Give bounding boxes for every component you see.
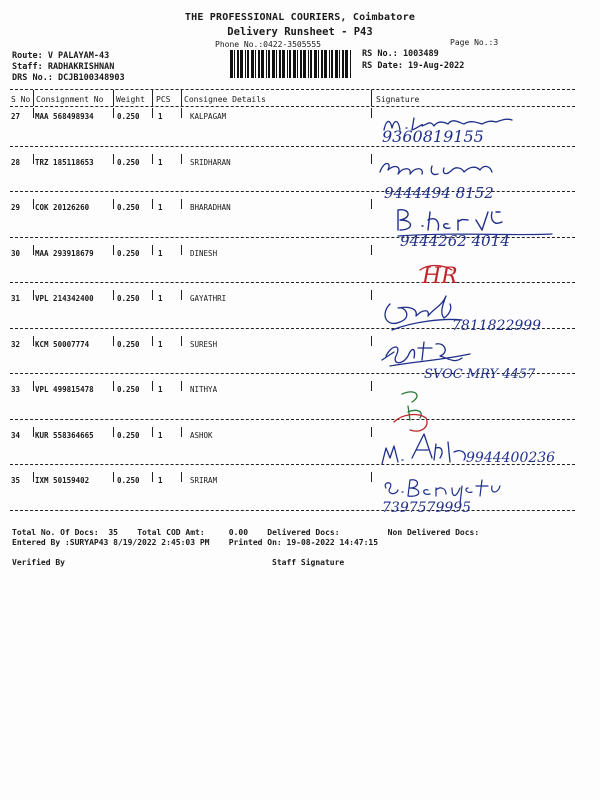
col-divider — [113, 90, 114, 106]
col-divider — [181, 245, 182, 255]
table-top-rule — [10, 89, 575, 90]
row-consignment: KUR 558364665 — [35, 430, 94, 440]
col-header-pcs: PCS — [156, 95, 171, 104]
row-weight: 0.250 — [117, 476, 140, 485]
signature-29-phone: 9444262 4014 — [400, 232, 510, 250]
barcode-bar — [350, 50, 351, 78]
barcode-bar — [335, 50, 338, 78]
barcode-bar — [342, 50, 344, 78]
col-divider — [113, 290, 114, 300]
barcode-bar — [251, 50, 254, 78]
barcode-bar — [276, 50, 277, 78]
col-divider — [152, 427, 153, 437]
row-consignee: NITHYA — [190, 385, 218, 394]
col-divider — [181, 108, 182, 118]
barcode-bar — [240, 50, 243, 78]
barcode-bar — [300, 50, 302, 78]
row-weight: 0.250 — [117, 430, 140, 440]
rs-date: RS Date: 19-Aug-2022 — [362, 61, 465, 71]
barcode-bar — [308, 50, 309, 78]
row-consignment: COK 20126260 — [35, 203, 90, 212]
col-divider — [113, 427, 114, 437]
row-consignee: DINESH — [190, 248, 218, 258]
col-divider — [152, 336, 153, 346]
barcode-bar — [293, 50, 296, 78]
barcode-bar — [279, 50, 281, 78]
col-divider — [181, 336, 182, 346]
footer-entered-by: Entered By :SURYAP43 8/19/2022 2:45:03 PM Printed On: 19-08-2022 14:47:15 — [12, 538, 379, 547]
row-consignee: BHARADHAN — [190, 203, 231, 212]
barcode-bar — [266, 50, 267, 78]
col-divider — [152, 199, 153, 209]
row-pcs: 1 — [158, 476, 163, 485]
signature-29 — [398, 210, 502, 230]
row-weight: 0.250 — [117, 294, 140, 303]
col-divider — [113, 154, 114, 164]
row-consignment: IXM 50159402 — [35, 476, 90, 485]
row-consignee: SURESH — [190, 339, 218, 349]
barcode-bar — [237, 50, 239, 78]
signature-27-phone: 9360819155 — [382, 127, 484, 146]
row-sno: 28 — [11, 157, 21, 167]
barcode-bar — [329, 50, 330, 78]
barcode-bar — [255, 50, 256, 78]
row-pcs: 1 — [158, 294, 163, 303]
col-divider — [152, 154, 153, 164]
row-pcs: 1 — [158, 248, 163, 258]
row-consignee: SRIRAM — [190, 476, 218, 485]
col-divider — [152, 245, 153, 255]
row-consignee: GAYATHRI — [190, 294, 227, 303]
row-weight: 0.250 — [117, 203, 140, 212]
col-divider — [33, 199, 34, 209]
row-pcs: 1 — [158, 112, 163, 121]
company-title: THE PROFESSIONAL COURIERS, Coimbatore — [184, 12, 416, 23]
barcode-bar — [282, 50, 285, 78]
signature-31 — [385, 296, 462, 330]
col-divider — [152, 290, 153, 300]
col-divider — [181, 381, 182, 391]
col-divider — [113, 381, 114, 391]
row-consignment: MAA 568498934 — [35, 112, 94, 121]
barcode-bar — [272, 50, 275, 78]
barcode-bar — [230, 50, 233, 78]
signature-35-phone: 7397579995 — [382, 500, 472, 516]
barcode-bar — [287, 50, 288, 78]
row-pcs: 1 — [158, 430, 163, 440]
barcode-bar — [245, 50, 246, 78]
col-divider — [33, 472, 34, 482]
col-divider — [152, 108, 153, 118]
barcode-bar — [310, 50, 312, 78]
row-weight: 0.250 — [117, 157, 140, 167]
barcode-bar — [321, 50, 323, 78]
signatures-area — [372, 108, 582, 518]
signature-32-text: SVOC MRY 4457 — [424, 367, 536, 382]
col-divider — [181, 472, 182, 482]
col-divider — [113, 199, 114, 209]
drs-number: DRS No.: DCJB100348903 — [12, 73, 125, 83]
row-consignment: VPL 499815478 — [35, 385, 94, 394]
col-header-signature: Signature — [376, 95, 420, 104]
col-divider — [152, 90, 153, 106]
signature-32 — [382, 342, 470, 366]
barcode-bar — [318, 50, 319, 78]
row-sno: 30 — [11, 248, 21, 258]
row-consignee: SRIDHARAN — [190, 157, 231, 167]
route-label: Route: V PALAYAM-43 — [12, 51, 110, 61]
col-divider — [181, 154, 182, 164]
barcode-bar — [289, 50, 291, 78]
row-consignee: KALPAGAM — [190, 112, 227, 121]
barcode-bar — [258, 50, 260, 78]
row-sno: 35 — [11, 476, 21, 485]
staff-signature-label: Staff Signature — [272, 558, 345, 567]
signature-34-phone: 9944400236 — [466, 450, 556, 466]
col-divider — [33, 381, 34, 391]
row-consignment: VPL 214342400 — [35, 294, 94, 303]
col-divider — [33, 290, 34, 300]
row-sno: 32 — [11, 339, 21, 349]
row-consignment: MAA 293918679 — [35, 248, 94, 258]
barcode-bar — [339, 50, 340, 78]
barcode-image — [230, 50, 354, 78]
col-divider — [152, 381, 153, 391]
row-sno: 31 — [11, 294, 21, 303]
phone-number: Phone No.:0422-3505555 — [215, 40, 321, 49]
barcode-bar — [234, 50, 235, 78]
col-divider — [113, 245, 114, 255]
verified-by-label: Verified By — [12, 558, 65, 567]
row-sno: 33 — [11, 385, 21, 394]
row-weight: 0.250 — [117, 248, 140, 258]
col-divider — [33, 336, 34, 346]
row-sno: 29 — [11, 203, 21, 212]
row-sno: 27 — [11, 112, 21, 121]
barcode-bar — [331, 50, 333, 78]
col-header-consignee: Consignee Details — [184, 95, 266, 104]
col-divider — [33, 90, 34, 106]
row-pcs: 1 — [158, 157, 163, 167]
barcode-bar — [303, 50, 306, 78]
staff-label: Staff: RADHAKRISHNAN — [12, 62, 115, 72]
signature-31-phone: 7811822999 — [452, 318, 542, 334]
col-divider — [113, 472, 114, 482]
row-pcs: 1 — [158, 339, 163, 349]
barcode-bar — [297, 50, 298, 78]
page-number: Page No.:3 — [450, 38, 499, 47]
row-pcs: 1 — [158, 385, 163, 394]
row-weight: 0.250 — [117, 112, 140, 121]
col-header-sno: S No — [11, 95, 31, 104]
signature-34 — [382, 434, 465, 464]
col-header-consignment: Consignment No — [36, 95, 104, 104]
col-divider — [33, 154, 34, 164]
col-divider — [33, 108, 34, 118]
col-divider — [371, 90, 372, 106]
col-divider — [33, 245, 34, 255]
col-divider — [181, 199, 182, 209]
barcode-bar — [314, 50, 317, 78]
rs-number: RS No.: 1003489 — [362, 49, 439, 59]
row-weight: 0.250 — [117, 339, 140, 349]
signature-30: HR — [422, 264, 458, 289]
signature-28-phone: 9444494 8152 — [384, 184, 494, 202]
row-consignee: ASHOK — [190, 430, 213, 440]
barcode-bar — [324, 50, 327, 78]
col-divider — [113, 336, 114, 346]
barcode-bar — [261, 50, 264, 78]
row-pcs: 1 — [158, 203, 163, 212]
col-divider — [181, 290, 182, 300]
row-consignment: TRZ 185118653 — [35, 157, 94, 167]
signature-28 — [380, 164, 492, 175]
row-sno: 34 — [11, 430, 21, 440]
barcode-bar — [268, 50, 270, 78]
col-divider — [152, 472, 153, 482]
col-header-weight: Weight — [116, 95, 145, 104]
runsheet-title: Delivery Runsheet - P43 — [227, 26, 373, 38]
col-divider — [33, 427, 34, 437]
row-weight: 0.250 — [117, 385, 140, 394]
col-divider — [181, 427, 182, 437]
barcode-bar — [345, 50, 348, 78]
barcode-bar — [247, 50, 249, 78]
col-divider — [181, 90, 182, 106]
col-divider — [113, 108, 114, 118]
row-consignment: KCM 50007774 — [35, 339, 90, 349]
table-header-rule — [10, 106, 575, 107]
footer-totals: Total No. Of Docs: 35 Total COD Amt: 0.00 Delivered Docs: Non Delivered Docs: — [12, 528, 480, 537]
